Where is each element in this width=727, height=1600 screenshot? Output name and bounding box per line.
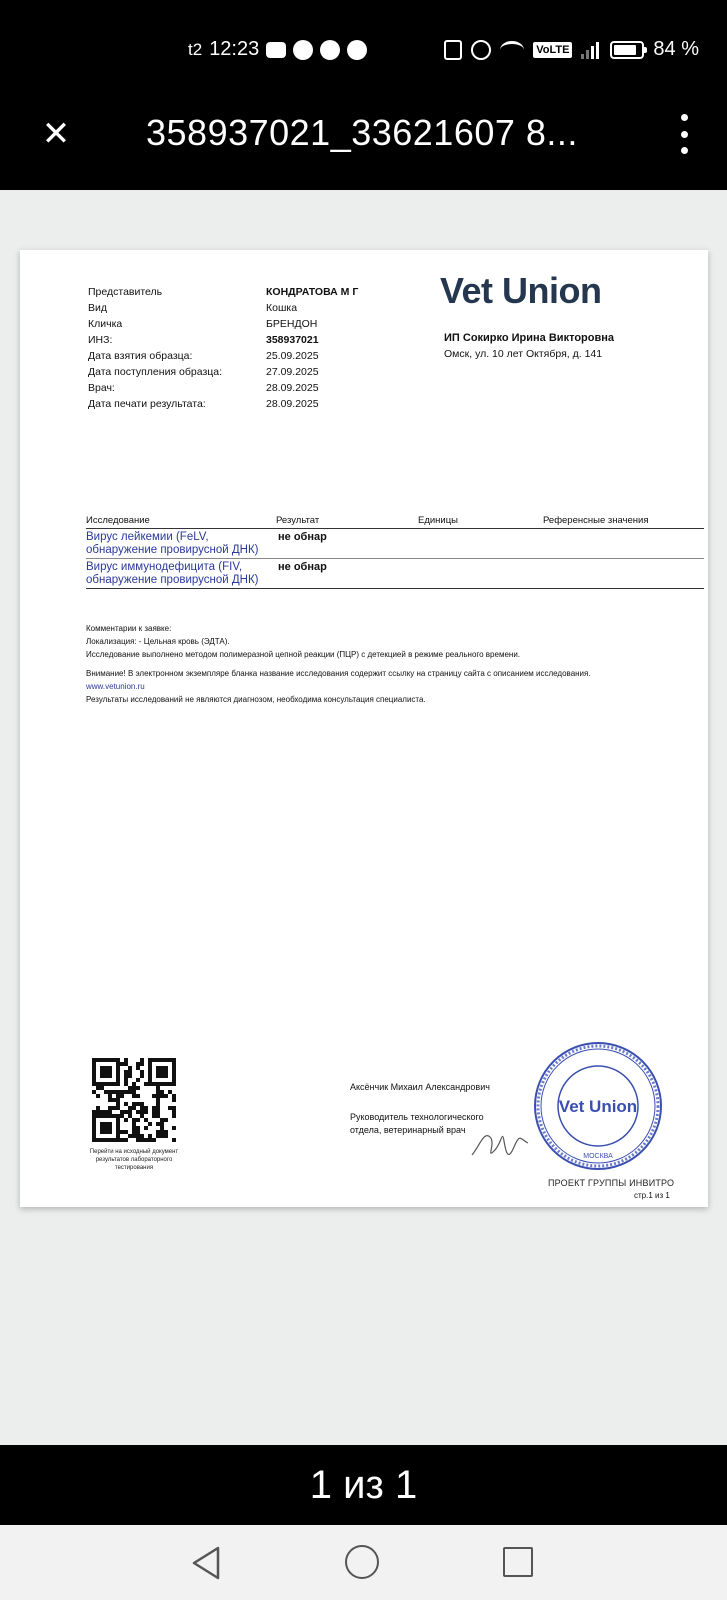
comments-title: Комментарии к заявке: xyxy=(86,624,172,633)
project-label: ПРОЕКТ ГРУППЫ ИНВИТРО xyxy=(548,1178,675,1188)
info-label: Врач: xyxy=(88,382,115,394)
signature xyxy=(470,1125,530,1165)
stamp xyxy=(532,1040,664,1172)
info-row xyxy=(88,316,386,332)
website-link[interactable]: www.vetunion.ru xyxy=(86,682,145,691)
battery-label: 84 % xyxy=(653,38,699,60)
clinic-address: Омск, ул. 10 лет Октября, д. 141 xyxy=(444,348,603,360)
document-viewer[interactable] xyxy=(0,190,727,1445)
info-value: КОНДРАТОВА М Г xyxy=(266,286,359,298)
clock: 12:23 xyxy=(209,38,260,60)
page-number: стр.1 из 1 xyxy=(634,1191,670,1200)
info-label: Дата взятия образца: xyxy=(88,350,193,362)
result-row xyxy=(86,529,704,559)
results-body xyxy=(86,529,704,589)
info-label: ИНЗ: xyxy=(88,334,113,346)
page-indicator: 1 из 1 xyxy=(0,1445,727,1525)
signer-position: Руководитель технологического отдела, ветеринарный врач xyxy=(350,1112,484,1135)
header-test: Исследование xyxy=(86,515,150,526)
info-label: Представитель xyxy=(88,286,163,298)
battery-fill xyxy=(614,45,636,55)
info-label: Кличка xyxy=(88,318,123,330)
info-label: Дата поступления образца: xyxy=(88,366,223,378)
qr-caption: Перейти на исходный документ результатов лабораторного тестирования xyxy=(89,1149,179,1171)
qr-code[interactable] xyxy=(92,1058,176,1142)
nav-bar xyxy=(0,1525,727,1600)
info-row xyxy=(88,332,386,348)
info-label: Вид xyxy=(88,302,107,314)
vet-union-logo: Vet Union xyxy=(440,270,602,311)
method-note: Исследование выполнено методом полимеразной цепной реакции (ПЦР) с детекцией в режиме реального времени. xyxy=(86,650,521,659)
info-value: БРЕНДОН xyxy=(266,318,318,330)
stamp-bottom: МОСКВА xyxy=(583,1153,613,1160)
results-table xyxy=(86,515,704,589)
test-units xyxy=(418,561,543,587)
test-name[interactable]: Вирус иммунодефицита (FIV, обнаружение провирусной ДНК) xyxy=(86,561,259,586)
app-bar xyxy=(0,100,727,190)
home-icon[interactable] xyxy=(345,1545,379,1579)
stamp-text: Vet Union xyxy=(558,1097,638,1116)
result-row xyxy=(86,559,704,589)
info-value: 25.09.2025 xyxy=(266,350,319,362)
info-label: Дата печати результата: xyxy=(88,398,206,410)
notes xyxy=(86,622,686,706)
more-vert-icon[interactable] xyxy=(677,114,691,154)
header-units: Единицы xyxy=(418,515,459,526)
signer-name: Аксёнчик Михаил Александрович xyxy=(350,1082,490,1092)
disclaimer: Результаты исследований не являются диагнозом, необходима консультация специалиста. xyxy=(86,695,426,704)
back-icon[interactable] xyxy=(190,1545,222,1581)
info-row xyxy=(88,348,386,364)
status-left xyxy=(188,38,367,61)
info-row xyxy=(88,284,386,300)
info-value: 28.09.2025 xyxy=(266,398,319,410)
document-page[interactable] xyxy=(20,250,708,1207)
status-bar xyxy=(0,0,727,100)
facebook-icon xyxy=(320,40,340,60)
recent-apps-icon[interactable] xyxy=(503,1547,533,1577)
volte-icon: VoLTE xyxy=(533,42,572,58)
facebook-icon xyxy=(347,40,367,60)
alarm-icon xyxy=(471,40,491,60)
info-value: 28.09.2025 xyxy=(266,382,319,394)
info-value: 358937021 xyxy=(266,334,319,346)
attention-note: Внимание! В электронном экземпляре бланка название исследования содержит ссылку на страницу сайта с описанием исследования. xyxy=(86,669,591,678)
info-row xyxy=(88,300,386,316)
localization: Локализация: - Цельная кровь (ЭДТА). xyxy=(86,637,230,646)
test-reference xyxy=(543,561,704,587)
info-row xyxy=(88,364,386,380)
signal-icon xyxy=(581,41,601,59)
test-result: не обнар xyxy=(278,531,327,543)
clinic-name: ИП Сокирко Ирина Викторовна xyxy=(444,332,614,344)
info-value: 27.09.2025 xyxy=(266,366,319,378)
nfc-icon xyxy=(444,40,462,60)
document-title: 358937021_33621607 8... xyxy=(146,112,578,153)
battery-icon xyxy=(610,41,644,59)
test-name[interactable]: Вирус лейкемии (FeLV, обнаружение провирусной ДНК) xyxy=(86,531,259,556)
facebook-icon xyxy=(293,40,313,60)
patient-info xyxy=(88,284,386,412)
close-icon[interactable]: ✕ xyxy=(41,115,71,153)
info-row xyxy=(88,396,386,412)
chat-icon xyxy=(266,42,286,58)
header-result: Результат xyxy=(276,515,320,526)
test-reference xyxy=(543,531,704,557)
wifi-icon xyxy=(500,41,524,59)
test-result: не обнар xyxy=(278,561,327,573)
info-row xyxy=(88,380,386,396)
status-right xyxy=(444,38,699,61)
info-value: Кошка xyxy=(266,302,298,314)
header-reference: Референсные значения xyxy=(543,515,649,526)
results-header xyxy=(86,515,704,529)
test-units xyxy=(418,531,543,557)
carrier-label: t2 xyxy=(188,39,203,59)
